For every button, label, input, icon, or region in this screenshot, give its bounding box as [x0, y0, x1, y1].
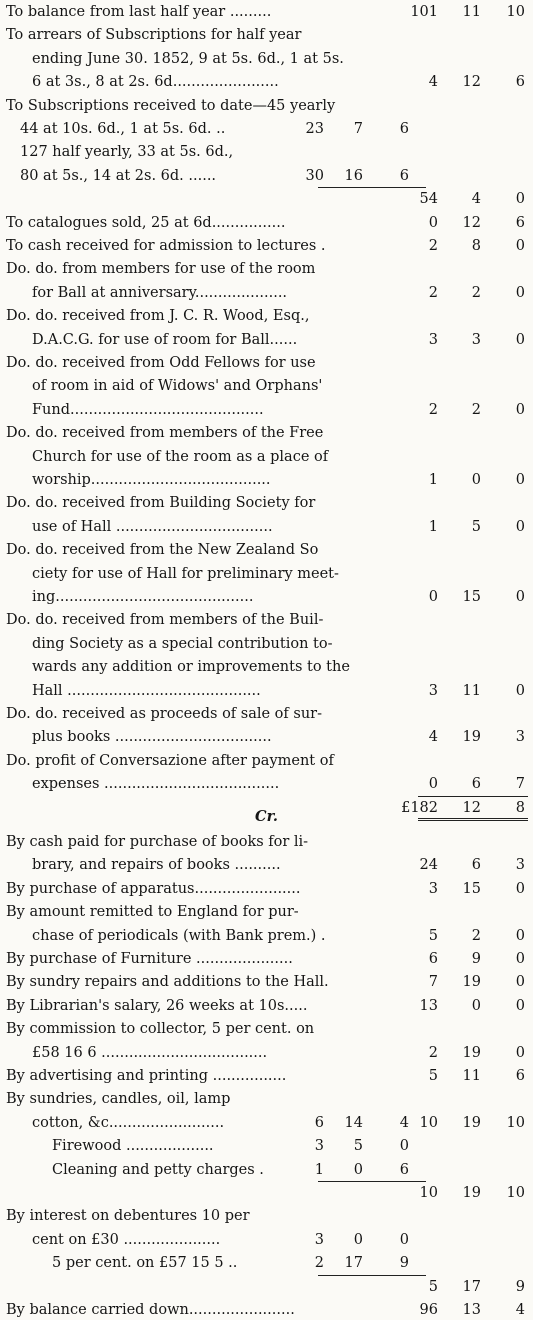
dr-line: [0, 2, 533, 22]
cr-line-text: By sundries, candles, oil, lamp: [6, 1091, 231, 1108]
dr-line-text: To balance from last half year .........: [6, 4, 272, 20]
cr-amount: 5: [428, 1068, 438, 1084]
cr-line-text: 5 per cent. on £57 15 5 ..: [52, 1255, 238, 1272]
dr-line: [0, 727, 533, 747]
dr-amount: 0: [515, 472, 525, 488]
dr-line: [0, 657, 533, 677]
dr-line: [0, 470, 533, 490]
dr-line: [0, 236, 533, 256]
dr-amount: 4: [428, 74, 438, 91]
dr-sub-amount: 7: [353, 121, 363, 137]
cr-amount: 19: [462, 1114, 481, 1131]
cr-amount: 3: [515, 857, 525, 874]
dr-line-text: D.A.C.G. for use of room for Ball......: [32, 331, 298, 348]
cr-amount: 19: [462, 1185, 481, 1201]
dr-line-text: Do. do. from members for use of the room: [6, 261, 316, 278]
dr-amount: 0: [515, 191, 525, 208]
dr-line-text: To cash received for admission to lectures .: [6, 238, 326, 254]
dr-amount: 0: [515, 518, 525, 535]
cr-line-text: By interest on debentures 10 per: [6, 1208, 250, 1225]
dr-amount: 8: [471, 238, 481, 254]
cr-amount: 19: [462, 1044, 481, 1061]
cr-line: [0, 855, 533, 875]
cr-line: [0, 1113, 533, 1133]
dr-line: [0, 798, 533, 818]
dr-line: [0, 213, 533, 233]
dr-line: [0, 681, 533, 701]
cr-amount: 10: [419, 1114, 438, 1131]
dr-amount: 0: [428, 214, 438, 231]
dr-line-text: 6 at 3s., 8 at 2s. 6d.......................: [32, 74, 279, 91]
dr-amount: 0: [471, 472, 481, 488]
dr-sub-amount: 23: [305, 121, 324, 137]
dr-line: [0, 259, 533, 279]
dr-line: [0, 423, 533, 443]
cr-amount: 7: [428, 974, 438, 991]
cr-line: [0, 1183, 533, 1203]
dr-amount: 0: [515, 284, 525, 301]
dr-amount: 12: [462, 74, 481, 91]
cr-line: [0, 972, 533, 992]
dr-line: [0, 704, 533, 724]
cr-line: [0, 902, 533, 922]
cr-sub-amount: 0: [399, 1138, 409, 1155]
dr-line-text: ending June 30. 1852, 9 at 5s. 6d., 1 at 5s.: [32, 50, 344, 67]
cr-amount: 10: [506, 1114, 525, 1131]
dr-line: [0, 72, 533, 92]
cr-sub-amount: 1: [314, 1161, 324, 1178]
cr-amount: 2: [428, 1044, 438, 1061]
dr-amount: 2: [471, 284, 481, 301]
cr-amount: 2: [471, 927, 481, 944]
cr-sub-amount: 0: [353, 1161, 363, 1178]
dr-amount: 2: [428, 284, 438, 301]
dr-line-text: ing...........................................: [32, 589, 254, 605]
cr-amount: 0: [515, 997, 525, 1014]
dr-line: [0, 540, 533, 560]
cr-line-text: chase of periodicals (with Bank prem.) .: [32, 927, 326, 944]
dr-line-text: plus books ..................................: [32, 729, 272, 746]
dr-line-text: Do. do. received from Building Society for: [6, 495, 316, 512]
dr-line: [0, 634, 533, 654]
cr-line-text: cotton, &c.........................: [32, 1114, 225, 1131]
cr-line: [0, 1019, 533, 1039]
cr-line: [0, 1066, 533, 1086]
dr-line: [0, 25, 533, 45]
dr-line: [0, 564, 533, 584]
cr-sub-amount: 3: [314, 1138, 324, 1155]
dr-line-text: wards any addition or improvements to the: [32, 659, 350, 676]
cr-amount: 6: [515, 1068, 525, 1084]
dr-amount: 5: [471, 518, 481, 535]
dr-amount: 10: [506, 4, 525, 20]
cr-line-text: By cash paid for purchase of books for li-: [6, 834, 309, 850]
total-rule-bottom: [418, 818, 528, 821]
cr-line: [0, 949, 533, 969]
cr-line: [0, 1253, 533, 1273]
cr-line-text: By purchase of apparatus.......................: [6, 880, 301, 897]
dr-line-text: Do. do. received as proceeds of sale of sur-: [6, 706, 322, 722]
dr-line-text: Do. do. received from members of the Free: [6, 425, 324, 442]
cr-line-text: By commission to collector, 5 per cent. on: [6, 1021, 315, 1038]
dr-line-text: Do. do. received from members of the Buil-: [6, 612, 324, 629]
cr-amount: 10: [506, 1185, 525, 1201]
dr-amount: 15: [462, 589, 481, 605]
cr-amount: 24: [419, 857, 438, 874]
cr-amount: 5: [428, 1278, 438, 1295]
cr-line-text: By advertising and printing ................: [6, 1068, 287, 1084]
cr-line: [0, 1277, 533, 1297]
cr-amount: 19: [462, 974, 481, 991]
subtotal-rule: [318, 187, 426, 188]
cr-amount: 6: [428, 951, 438, 967]
cr-line: [0, 926, 533, 946]
cr-amount: 0: [515, 927, 525, 944]
dr-line-text: To arrears of Subscriptions for half year: [6, 27, 302, 44]
cr-line-text: cent on £30 .....................: [32, 1231, 221, 1248]
dr-line: [0, 774, 533, 794]
dr-line: [0, 330, 533, 350]
cr-line: [0, 1043, 533, 1063]
cr-line-text: By balance carried down.......................: [6, 1302, 295, 1318]
cr-sub-amount: 5: [353, 1138, 363, 1155]
cr-line: [0, 1136, 533, 1156]
dr-amount: 6: [471, 776, 481, 793]
dr-amount: 1: [428, 518, 438, 535]
cr-amount: 10: [419, 1185, 438, 1201]
dr-amount: 12: [462, 214, 481, 231]
dr-line-text: Do. do. received from the New Zealand So: [6, 542, 319, 559]
dr-amount: 0: [428, 776, 438, 793]
dr-line: [0, 400, 533, 420]
cr-sub-amount: 0: [399, 1231, 409, 1248]
cr-amount: 0: [515, 880, 525, 897]
cr-line-text: £58 16 6 ....................................: [32, 1044, 268, 1061]
dr-amount: 11: [462, 4, 481, 20]
dr-line: [0, 493, 533, 513]
dr-line: [0, 376, 533, 396]
cr-amount: 0: [515, 974, 525, 991]
cr-sub-amount: 9: [399, 1255, 409, 1272]
dr-amount: 0: [515, 331, 525, 348]
dr-sub-amount: 6: [399, 121, 409, 137]
cr-heading: Cr.: [255, 808, 278, 825]
cr-amount: 15: [462, 880, 481, 897]
dr-amount: 6: [515, 74, 525, 91]
dr-line: [0, 166, 533, 186]
dr-line-text: Do. profit of Conversazione after payment of: [6, 752, 334, 769]
cr-amount: 17: [462, 1278, 481, 1295]
dr-amount: 2: [471, 401, 481, 418]
dr-line: [0, 283, 533, 303]
cr-amount: 4: [515, 1302, 525, 1318]
dr-line-text: worship.......................................: [32, 472, 271, 488]
cr-sub-amount: 0: [353, 1231, 363, 1248]
cr-line-text: By sundry repairs and additions to the Hall.: [6, 974, 329, 991]
dr-amount: 3: [428, 331, 438, 348]
cr-line-text: By amount remitted to England for pur-: [6, 904, 299, 921]
dr-line: [0, 306, 533, 326]
cr-line: [0, 996, 533, 1016]
dr-amount: 4: [428, 729, 438, 746]
dr-amount: 6: [515, 214, 525, 231]
cr-line: [0, 1300, 533, 1320]
dr-line-text: Hall ..........................................: [32, 682, 261, 699]
cr-line: [0, 1206, 533, 1226]
dr-amount: 2: [428, 401, 438, 418]
cr-amount: 0: [471, 997, 481, 1014]
cr-line-text: brary, and repairs of books ..........: [32, 857, 281, 874]
cr-amount: 13: [419, 997, 438, 1014]
dr-line-text: 44 at 10s. 6d., 1 at 5s. 6d. ..: [20, 121, 226, 137]
dr-amount: 54: [419, 191, 438, 208]
cr-sub-amount: 2: [314, 1255, 324, 1272]
cr-amount: 0: [515, 951, 525, 967]
dr-line: [0, 587, 533, 607]
dr-line-text: 80 at 5s., 14 at 2s. 6d. ......: [20, 167, 217, 184]
dr-amount: 0: [428, 589, 438, 605]
dr-line-text: Do. do. received from Odd Fellows for use: [6, 355, 316, 371]
dr-amount: 0: [515, 589, 525, 605]
cr-amount: 3: [428, 880, 438, 897]
dr-line-text: ciety for use of Hall for preliminary meet-: [32, 565, 339, 582]
dr-amount: 0: [515, 401, 525, 418]
dr-amount: 7: [515, 776, 525, 793]
cr-amount: 13: [462, 1302, 481, 1318]
dr-line: [0, 119, 533, 139]
dr-amount: 2: [428, 238, 438, 254]
dr-sub-amount: 16: [344, 167, 363, 184]
subtotal-rule: [318, 1275, 426, 1276]
dr-line: [0, 142, 533, 162]
cr-sub-amount: 3: [314, 1231, 324, 1248]
cr-amount: 9: [515, 1278, 525, 1295]
dr-line-text: To Subscriptions received to date—45 yearly: [6, 97, 336, 114]
cr-sub-amount: 17: [344, 1255, 363, 1272]
dr-line: [0, 517, 533, 537]
dr-amount: 0: [515, 682, 525, 699]
cr-line-text: By purchase of Furniture .....................: [6, 951, 293, 967]
dr-line: [0, 447, 533, 467]
dr-line-text: Fund..........................................: [32, 401, 264, 418]
total-rule-top: [418, 796, 528, 797]
dr-amount: 3: [428, 682, 438, 699]
dr-sub-amount: 30: [305, 167, 324, 184]
cr-amount: 5: [428, 927, 438, 944]
cr-line: [0, 1230, 533, 1250]
dr-line-text: To catalogues sold, 25 at 6d................: [6, 214, 286, 231]
dr-line-text: expenses ......................................: [32, 776, 280, 793]
dr-line-text: ding Society as a special contribution to-: [32, 635, 333, 652]
dr-amount: 3: [515, 729, 525, 746]
cr-amount: 6: [471, 857, 481, 874]
cr-amount: 11: [462, 1068, 481, 1084]
cr-amount: 0: [515, 1044, 525, 1061]
dr-amount: 4: [471, 191, 481, 208]
dr-line-text: Church for use of the room as a place of: [32, 448, 329, 465]
cr-sub-amount: 14: [344, 1114, 363, 1131]
cr-line: [0, 879, 533, 899]
cr-line: [0, 1089, 533, 1109]
dr-line-text: Do. do. received from J. C. R. Wood, Esq.,: [6, 308, 310, 325]
dr-line-text: use of Hall ..................................: [32, 518, 273, 535]
dr-line: [0, 189, 533, 209]
cr-line-text: Firewood ...................: [52, 1138, 214, 1155]
cr-line: [0, 1160, 533, 1180]
dr-amount: 8: [515, 799, 525, 816]
dr-line: [0, 49, 533, 69]
dr-line-text: 127 half yearly, 33 at 5s. 6d.,: [20, 144, 234, 161]
cr-amount: 9: [471, 951, 481, 967]
dr-amount: 1: [428, 472, 438, 488]
dr-line: [0, 96, 533, 116]
dr-line-text: of room in aid of Widows' and Orphans': [32, 378, 323, 395]
cr-sub-amount: 6: [314, 1114, 324, 1131]
dr-amount: 19: [462, 729, 481, 746]
dr-amount: 12: [462, 799, 481, 816]
dr-line: [0, 353, 533, 373]
dr-line: [0, 751, 533, 771]
cr-line-text: By Librarian's salary, 26 weeks at 10s.....: [6, 997, 308, 1014]
dr-sub-amount: 6: [399, 167, 409, 184]
cr-sub-amount: 6: [399, 1161, 409, 1178]
dr-line-text: for Ball at anniversary....................: [32, 284, 288, 301]
cr-line-text: Cleaning and petty charges .: [52, 1161, 264, 1178]
dr-amount: 11: [462, 682, 481, 699]
cr-amount: 96: [419, 1302, 438, 1318]
dr-amount: £182: [401, 799, 438, 816]
dr-amount: 0: [515, 238, 525, 254]
dr-line: [0, 610, 533, 630]
subtotal-rule: [318, 1181, 426, 1182]
cr-sub-amount: 4: [399, 1114, 409, 1131]
cr-line: [0, 832, 533, 852]
dr-amount: 3: [471, 331, 481, 348]
dr-amount: 101: [410, 4, 438, 20]
